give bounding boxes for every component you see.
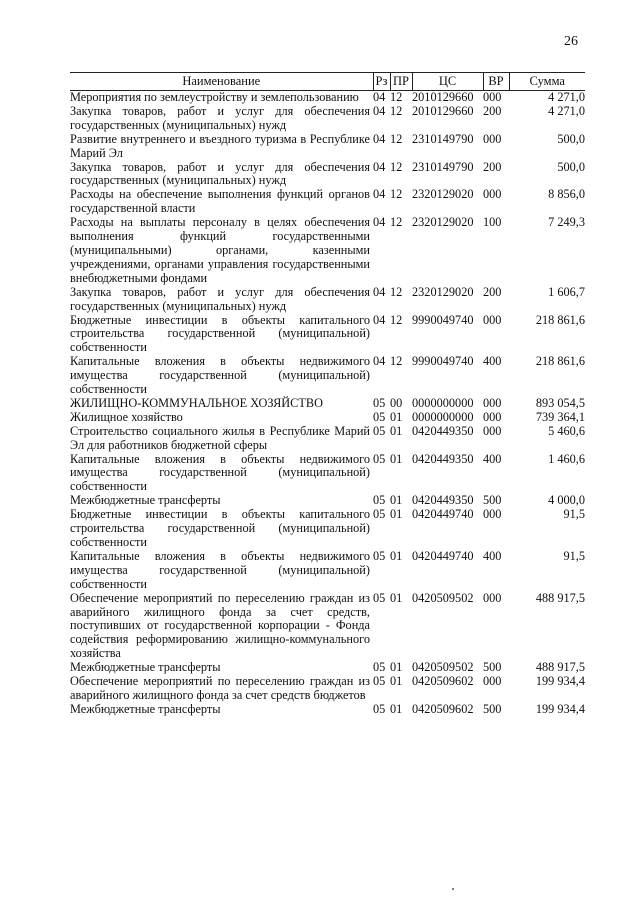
cell-name: Закупка товаров, работ и услуг для обеспечения государственных (муниципальных) нужд: [70, 103, 370, 132]
cell-rz: 05: [373, 548, 386, 563]
cell-vr: 000: [483, 187, 502, 202]
cell-name: Расходы на выплаты персоналу в целях обеспечения выполнения функций государственными (муниципальными) органами, казенными учреждениями, органами управления государственными внебюджетными фондами: [70, 215, 370, 285]
cell-pr: 01: [390, 701, 403, 716]
cell-sum: 199 934,4: [535, 701, 585, 716]
table-row: [70, 105, 585, 133]
cell-sum: 91,5: [563, 507, 585, 522]
cell-cs: 2320129020: [412, 284, 474, 299]
cell-sum: 1 606,7: [548, 284, 585, 299]
cell-cs: 0420509502: [412, 590, 474, 605]
scan-speck: [452, 888, 454, 890]
cell-cs: 9990049740: [412, 312, 474, 327]
cell-pr: 12: [390, 215, 403, 230]
cell-sum: 5 460,6: [548, 423, 585, 438]
cell-sum: 199 934,4: [535, 674, 585, 689]
cell-pr: 01: [390, 507, 403, 522]
cell-pr: 12: [390, 131, 403, 146]
cell-sum: 4 000,0: [548, 493, 585, 508]
table-row: [70, 355, 585, 397]
cell-name: Обеспечение мероприятий по переселению граждан из аварийного жилищного фонда за счет средств, поступивших от государственной корпорации - Фонда содействия реформированию жилищно-коммунального хозяйства: [70, 590, 370, 661]
cell-pr: 12: [390, 159, 403, 174]
cell-name: Межбюджетные трансферты: [70, 493, 221, 508]
header-pr: ПР: [390, 73, 412, 91]
budget-table: [70, 72, 585, 717]
cell-rz: 05: [373, 701, 386, 716]
cell-vr: 000: [483, 423, 502, 438]
table-row: [70, 216, 585, 286]
cell-rz: 05: [373, 590, 386, 605]
table-row: [70, 397, 585, 411]
cell-name: Капитальные вложения в объекты недвижимого имущества государственной (муниципальной) собственности: [70, 354, 370, 397]
cell-vr: 200: [483, 284, 502, 299]
cell-vr: 000: [483, 131, 502, 146]
cell-pr: 12: [390, 284, 403, 299]
cell-sum: 218 861,6: [535, 354, 585, 369]
cell-sum: 500,0: [557, 131, 585, 146]
cell-vr: 100: [483, 215, 502, 230]
table-header-row: [70, 73, 585, 91]
cell-sum: 500,0: [557, 159, 585, 174]
cell-name: Мероприятия по землеустройству и землепользованию: [70, 90, 359, 104]
cell-cs: 0420509602: [412, 674, 474, 689]
table-row: [70, 703, 585, 717]
cell-vr: 200: [483, 159, 502, 174]
cell-name: Расходы на обеспечение выполнения функций органов государственной власти: [70, 187, 370, 216]
cell-rz: 04: [373, 103, 386, 118]
cell-name: Строительство социального жилья в Республике Марий Эл для работников бюджетной сферы: [70, 423, 370, 452]
table-row: [70, 453, 585, 495]
cell-rz: 05: [373, 493, 386, 508]
cell-cs: 2320129020: [412, 187, 474, 202]
cell-cs: 0420449350: [412, 451, 474, 466]
header-cs: ЦС: [412, 73, 483, 91]
cell-pr: 12: [390, 90, 403, 104]
cell-sum: 8 856,0: [548, 187, 585, 202]
cell-name: Капитальные вложения в объекты недвижимого имущества государственной (муниципальной) собственности: [70, 548, 370, 591]
cell-rz: 04: [373, 312, 386, 327]
cell-rz: 05: [373, 395, 386, 410]
cell-pr: 12: [390, 354, 403, 369]
cell-vr: 400: [483, 451, 502, 466]
cell-name: Закупка товаров, работ и услуг для обеспечения государственных (муниципальных) нужд: [70, 159, 370, 188]
cell-vr: 500: [483, 701, 502, 716]
cell-pr: 01: [390, 409, 403, 424]
cell-cs: 0420509602: [412, 701, 474, 716]
cell-rz: 05: [373, 660, 386, 675]
cell-vr: 000: [483, 395, 502, 410]
cell-rz: 04: [373, 159, 386, 174]
cell-name: Развитие внутреннего и въездного туризма в Республике Марий Эл: [70, 131, 370, 160]
cell-rz: 04: [373, 284, 386, 299]
cell-vr: 500: [483, 493, 502, 508]
cell-vr: 000: [483, 590, 502, 605]
table-row: [70, 286, 585, 314]
cell-rz: 04: [373, 215, 386, 230]
cell-vr: 500: [483, 660, 502, 675]
cell-rz: 05: [373, 409, 386, 424]
table-row: [70, 494, 585, 508]
cell-name: Межбюджетные трансферты: [70, 701, 221, 716]
table-row: [70, 314, 585, 356]
cell-vr: 400: [483, 354, 502, 369]
cell-pr: 01: [390, 548, 403, 563]
cell-rz: 05: [373, 451, 386, 466]
table-row: [70, 550, 585, 592]
cell-vr: 200: [483, 103, 502, 118]
cell-cs: 0420449740: [412, 548, 474, 563]
cell-sum: 4 271,0: [548, 90, 585, 104]
cell-name: Обеспечение мероприятий по переселению граждан из аварийного жилищного фонда за счет средств бюджетов: [70, 674, 370, 702]
cell-vr: 000: [483, 90, 502, 104]
cell-name: ЖИЛИЩНО-КОММУНАЛЬНОЕ ХОЗЯЙСТВО: [70, 395, 323, 410]
cell-cs: 0420449740: [412, 507, 474, 522]
cell-cs: 0420449350: [412, 493, 474, 508]
cell-rz: 04: [373, 354, 386, 369]
cell-sum: 1 460,6: [548, 451, 585, 466]
cell-sum: 218 861,6: [535, 312, 585, 327]
cell-pr: 01: [390, 590, 403, 605]
cell-pr: 01: [390, 423, 403, 438]
cell-sum: 488 917,5: [535, 590, 585, 605]
cell-cs: 2310149790: [412, 131, 474, 146]
cell-vr: 000: [483, 312, 502, 327]
cell-rz: 05: [373, 507, 386, 522]
cell-vr: 000: [483, 409, 502, 424]
cell-cs: 0000000000: [412, 395, 474, 410]
table-body: [70, 91, 585, 717]
table-row: [70, 675, 585, 703]
cell-pr: 12: [390, 312, 403, 327]
cell-sum: 91,5: [563, 548, 585, 563]
cell-name: Жилищное хозяйство: [70, 409, 183, 424]
cell-pr: 01: [390, 451, 403, 466]
cell-cs: 0420449350: [412, 423, 474, 438]
header-name: Наименование: [70, 73, 373, 91]
table-row: [70, 411, 585, 425]
table-row: [70, 425, 585, 453]
table-row: [70, 592, 585, 662]
cell-pr: 01: [390, 674, 403, 689]
cell-name: Бюджетные инвестиции в объекты капитального строительства государственной (муниципальной) собственности: [70, 312, 370, 355]
cell-cs: 2010129660: [412, 103, 474, 118]
cell-pr: 01: [390, 493, 403, 508]
cell-cs: 0420509502: [412, 660, 474, 675]
header-sum: Сумма: [509, 73, 585, 91]
cell-rz: 04: [373, 90, 386, 104]
cell-cs: 0000000000: [412, 409, 474, 424]
cell-cs: 2310149790: [412, 159, 474, 174]
cell-name: Закупка товаров, работ и услуг для обеспечения государственных (муниципальных) нужд: [70, 284, 370, 313]
cell-rz: 04: [373, 187, 386, 202]
cell-pr: 12: [390, 103, 403, 118]
cell-pr: 01: [390, 660, 403, 675]
header-rz: Рз: [373, 73, 390, 91]
cell-name: Капитальные вложения в объекты недвижимого имущества государственной (муниципальной) собственности: [70, 451, 370, 494]
cell-vr: 400: [483, 548, 502, 563]
cell-sum: 893 054,5: [535, 395, 585, 410]
cell-name: Бюджетные инвестиции в объекты капитального строительства государственной (муниципальной) собственности: [70, 507, 370, 549]
table-row: [70, 508, 585, 550]
header-vr: ВР: [483, 73, 509, 91]
cell-sum: 4 271,0: [548, 103, 585, 118]
table-row: [70, 661, 585, 675]
cell-vr: 000: [483, 674, 502, 689]
table-row: [70, 161, 585, 189]
cell-cs: 9990049740: [412, 354, 474, 369]
cell-vr: 000: [483, 507, 502, 522]
table-row: [70, 91, 585, 105]
table-row: [70, 188, 585, 216]
cell-rz: 05: [373, 423, 386, 438]
cell-cs: 2320129020: [412, 215, 474, 230]
cell-rz: 05: [373, 674, 386, 689]
cell-sum: 739 364,1: [535, 409, 585, 424]
page-number: 26: [564, 34, 578, 49]
cell-pr: 00: [390, 395, 403, 410]
cell-name: Межбюджетные трансферты: [70, 660, 221, 675]
cell-cs: 2010129660: [412, 90, 474, 104]
table-row: [70, 133, 585, 161]
cell-sum: 7 249,3: [548, 215, 585, 230]
cell-pr: 12: [390, 187, 403, 202]
cell-sum: 488 917,5: [535, 660, 585, 675]
cell-rz: 04: [373, 131, 386, 146]
